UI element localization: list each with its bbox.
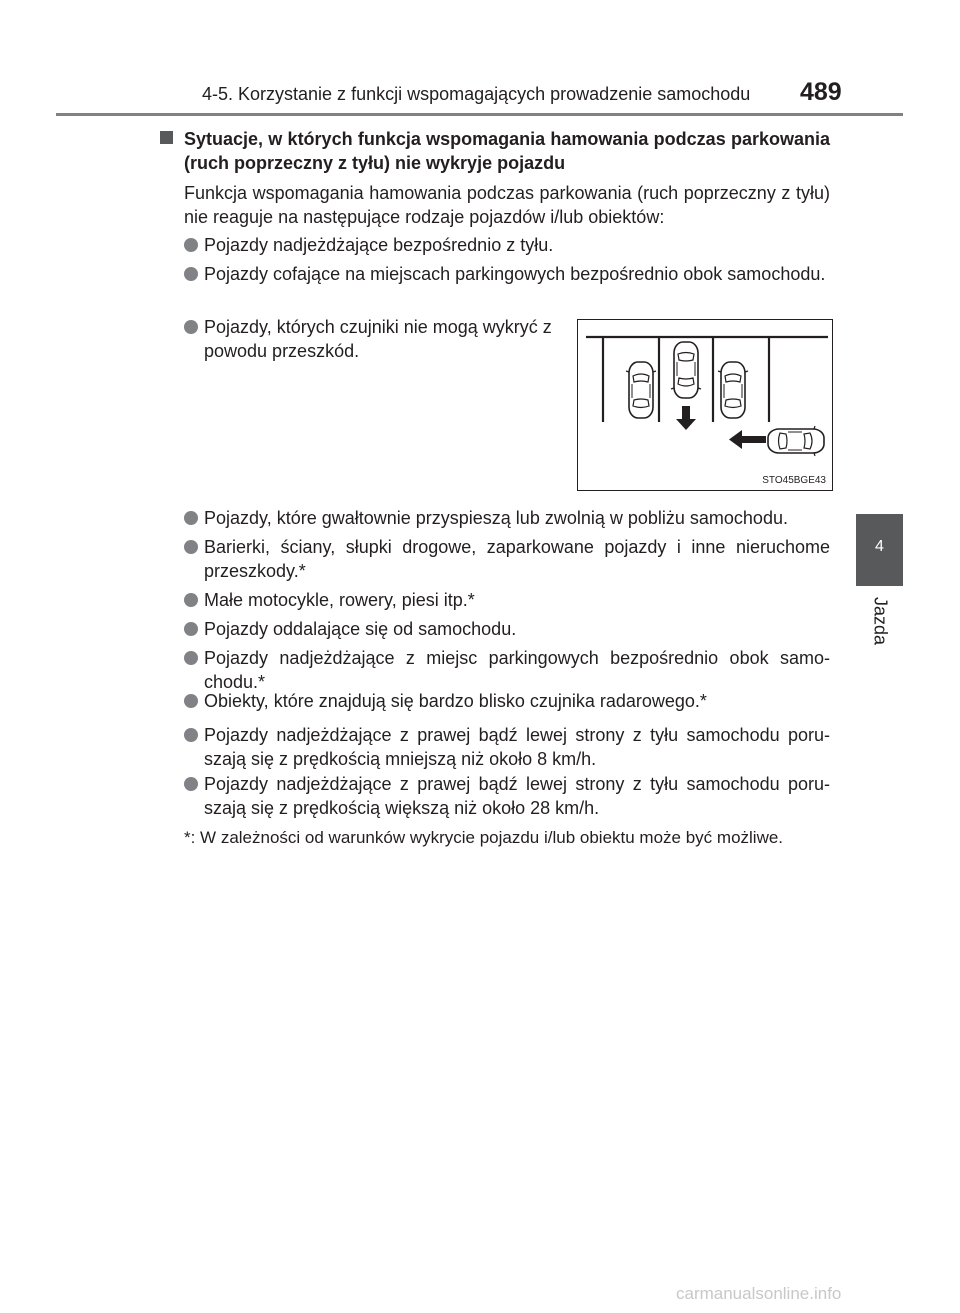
arrow-left	[729, 430, 766, 449]
list-item	[184, 233, 830, 257]
list-item-text: Pojazdy nadjeżdżające bezpośrednio z tyłu.	[204, 235, 554, 255]
parking-diagram-svg	[578, 320, 834, 492]
header-divider	[56, 113, 903, 116]
list-item-text: Pojazdy cofające na miejscach parkingowych bezpośrednio obok samochodu.	[204, 264, 826, 284]
list-item	[184, 723, 830, 771]
reversing-car	[671, 342, 701, 398]
chapter-label-box	[856, 586, 903, 656]
list-item	[184, 646, 830, 694]
list-item-text: Małe motocykle, rowery, piesi itp.*	[204, 590, 475, 610]
list-item	[184, 506, 830, 530]
circle-bullet-icon	[184, 267, 198, 281]
list-item	[184, 689, 830, 713]
circle-bullet-icon	[184, 651, 198, 665]
chapter-label: Jazda	[870, 596, 890, 646]
chapter-tab	[856, 514, 903, 586]
parked-car	[718, 362, 748, 418]
section-heading	[160, 127, 830, 175]
intro-paragraph: Funkcja wspomagania hamowania podczas parkowania (ruch poprzeczny z tyłu) nie reaguje na następujące rodzaje pojazdów i/lub obiektów:	[184, 183, 830, 227]
list-item-text: Pojazdy, których czujniki nie mogą wykryć z powodu przeszkód.	[204, 317, 552, 361]
parking-illustration	[577, 319, 833, 491]
circle-bullet-icon	[184, 622, 198, 636]
list-item	[184, 772, 830, 820]
list-item-text: Pojazdy nadjeżdżające z prawej bądź lewej strony z tyłu samochodu poruszają się z prędkością mniejszą niż około 8 km/h.	[204, 725, 830, 769]
square-bullet-icon	[160, 131, 173, 144]
figure-code: STO45BGE43	[762, 475, 826, 486]
list-item-text: Obiekty, które znajdują się bardzo blisko czujnika radarowego.*	[204, 691, 707, 711]
list-item-text: Barierki, ściany, słupki drogowe, zaparkowane pojazdy i inne nieruchome przeszkody.*	[204, 537, 830, 581]
list-item-text: Pojazdy, które gwałtownie przyspieszą lub zwolnią w pobliżu samochodu.	[204, 508, 788, 528]
circle-bullet-icon	[184, 320, 198, 334]
circle-bullet-icon	[184, 777, 198, 791]
chapter-number: 4	[875, 538, 884, 555]
list-item	[184, 617, 830, 641]
circle-bullet-icon	[184, 540, 198, 554]
list-item	[184, 535, 830, 583]
page-number: 489	[800, 78, 842, 106]
circle-bullet-icon	[184, 511, 198, 525]
parked-car	[626, 362, 656, 418]
list-item	[184, 315, 556, 363]
list-item	[184, 262, 830, 286]
watermark: carmanualsonline.info	[676, 1284, 842, 1303]
circle-bullet-icon	[184, 238, 198, 252]
arrow-down	[676, 406, 696, 430]
circle-bullet-icon	[184, 593, 198, 607]
circle-bullet-icon	[184, 694, 198, 708]
list-item	[184, 588, 830, 612]
circle-bullet-icon	[184, 728, 198, 742]
footnote: *: W zależności od warunków wykrycie pojazdu i/lub obiektu może być możliwe.	[184, 828, 784, 847]
parking-lines	[586, 337, 828, 422]
approaching-car	[768, 426, 824, 456]
list-item-text: Pojazdy nadjeżdżające z miejsc parkingowych bezpośrednio obok samochodu.*	[204, 648, 830, 692]
header-title: 4-5. Korzystanie z funkcji wspomagających prowadzenie samochodu	[202, 84, 751, 104]
list-item-text: Pojazdy oddalające się od samochodu.	[204, 619, 517, 639]
list-item-text: Pojazdy nadjeżdżające z prawej bądź lewej strony z tyłu samochodu poruszają się z prędkością większą niż około 28 km/h.	[204, 774, 830, 818]
section-heading-text: Sytuacje, w których funkcja wspomagania hamowania podczas parkowania (ruch poprzeczny z tyłu) nie wykryje pojazdu	[184, 129, 830, 173]
